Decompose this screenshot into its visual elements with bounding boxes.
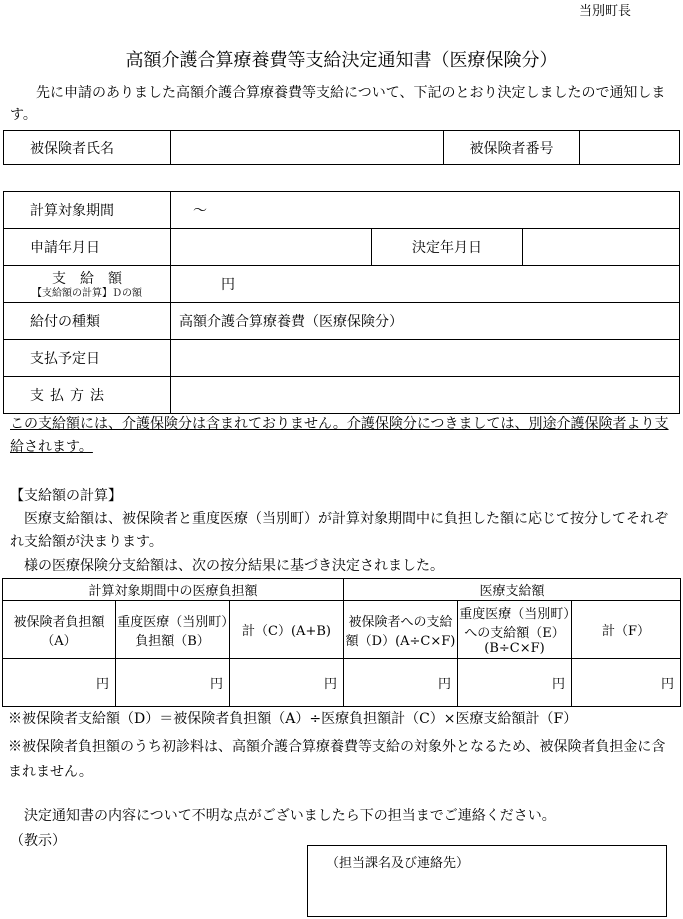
decision-table bbox=[3, 191, 680, 414]
col-a-header: 被保険者負担額（A） bbox=[3, 601, 116, 659]
amount-label: 支 給 額 bbox=[52, 271, 122, 287]
insured-name-value bbox=[171, 131, 444, 165]
col-b-header: 重度医療（当別町）負担額（B） bbox=[116, 601, 230, 659]
care-insurance-note bbox=[10, 413, 678, 459]
care-insurance-note-text: この支給額には、介護保険分は含まれておりません。介護保険分につきましては、別途介護保険者より支給されます。 bbox=[10, 416, 669, 455]
insured-name-label: 被保険者氏名 bbox=[4, 131, 171, 165]
group-left-header: 計算対象期間中の医療負担額 bbox=[3, 579, 344, 601]
contact-box bbox=[307, 845, 667, 917]
decide-date-value bbox=[523, 229, 680, 266]
calc-heading: 【支給額の計算】 bbox=[10, 488, 122, 504]
footnote-1: ※被保険者支給額（D）＝被保険者負担額（A）÷医療負担額計（C）×医療支給額計（F） bbox=[8, 711, 578, 727]
intro-text: 先に申請のありました高額介護合算療養費等支給について、下記のとおり決定しましたので通知します。 bbox=[10, 85, 666, 123]
col-f-header: 計（F） bbox=[572, 601, 681, 659]
issuer-name: 当別町長 bbox=[578, 4, 631, 19]
group-right-header: 医療支給額 bbox=[344, 579, 681, 601]
decide-date-label: 決定年月日 bbox=[372, 229, 523, 266]
amount-value: 円 bbox=[171, 266, 680, 303]
footnote-2: ※被保険者負担額のうち初診料は、高額介護合算療養費等支給の対象外となるため、被保険者負担金に含まれません。 bbox=[8, 739, 666, 780]
col-a-value: 円 bbox=[3, 659, 116, 707]
kind-label: 給付の種類 bbox=[4, 303, 171, 340]
apply-date-label: 申請年月日 bbox=[4, 229, 171, 266]
col-c-value: 円 bbox=[230, 659, 344, 707]
amount-sublabel: 【支給額の計算】Ｄの額 bbox=[32, 288, 142, 299]
insured-number-label: 被保険者番号 bbox=[444, 131, 580, 165]
insured-number-value bbox=[580, 131, 680, 165]
col-d-value: 円 bbox=[344, 659, 458, 707]
insured-table bbox=[3, 130, 680, 165]
pay-method-label: 支払方法 bbox=[4, 377, 171, 414]
col-d-header: 被保険者への支給額（D）(A÷C×F) bbox=[344, 601, 458, 659]
col-e-header: 重度医療（当別町）への支給額（E）(B÷C×F) bbox=[458, 601, 572, 659]
kind-value: 高額介護合算療養費（医療保険分） bbox=[171, 303, 680, 340]
col-b-value: 円 bbox=[116, 659, 230, 707]
instruction-label: （教示） bbox=[10, 833, 66, 849]
apply-date-value bbox=[171, 229, 372, 266]
pay-date-label: 支払予定日 bbox=[4, 340, 171, 377]
col-f-value: 円 bbox=[572, 659, 681, 707]
amount-label-cell bbox=[4, 266, 171, 303]
col-c-header: 計（C）(A+B) bbox=[230, 601, 344, 659]
pay-method-value bbox=[171, 377, 680, 414]
calc-table bbox=[2, 578, 681, 707]
calc-paragraph-2: 様の医療保険分支給額は、次の按分結果に基づき決定されました。 bbox=[24, 558, 444, 574]
period-label: 計算対象期間 bbox=[4, 192, 171, 229]
pay-date-value bbox=[171, 340, 680, 377]
contact-box-label: （担当課名及び連絡先） bbox=[326, 856, 470, 871]
contact-message: 決定通知書の内容について不明な点がございましたら下の担当までご連絡ください。 bbox=[24, 808, 556, 824]
period-value: ～ bbox=[171, 192, 680, 229]
document-title: 高額介護合算療養費等支給決定通知書（医療保険分） bbox=[125, 50, 558, 71]
calc-paragraph-1: 医療支給額は、被保険者と重度医療（当別町）が計算対象期間中に負担した額に応じて按分してそれぞれ支給額が決まります。 bbox=[10, 511, 668, 550]
col-e-value: 円 bbox=[458, 659, 572, 707]
